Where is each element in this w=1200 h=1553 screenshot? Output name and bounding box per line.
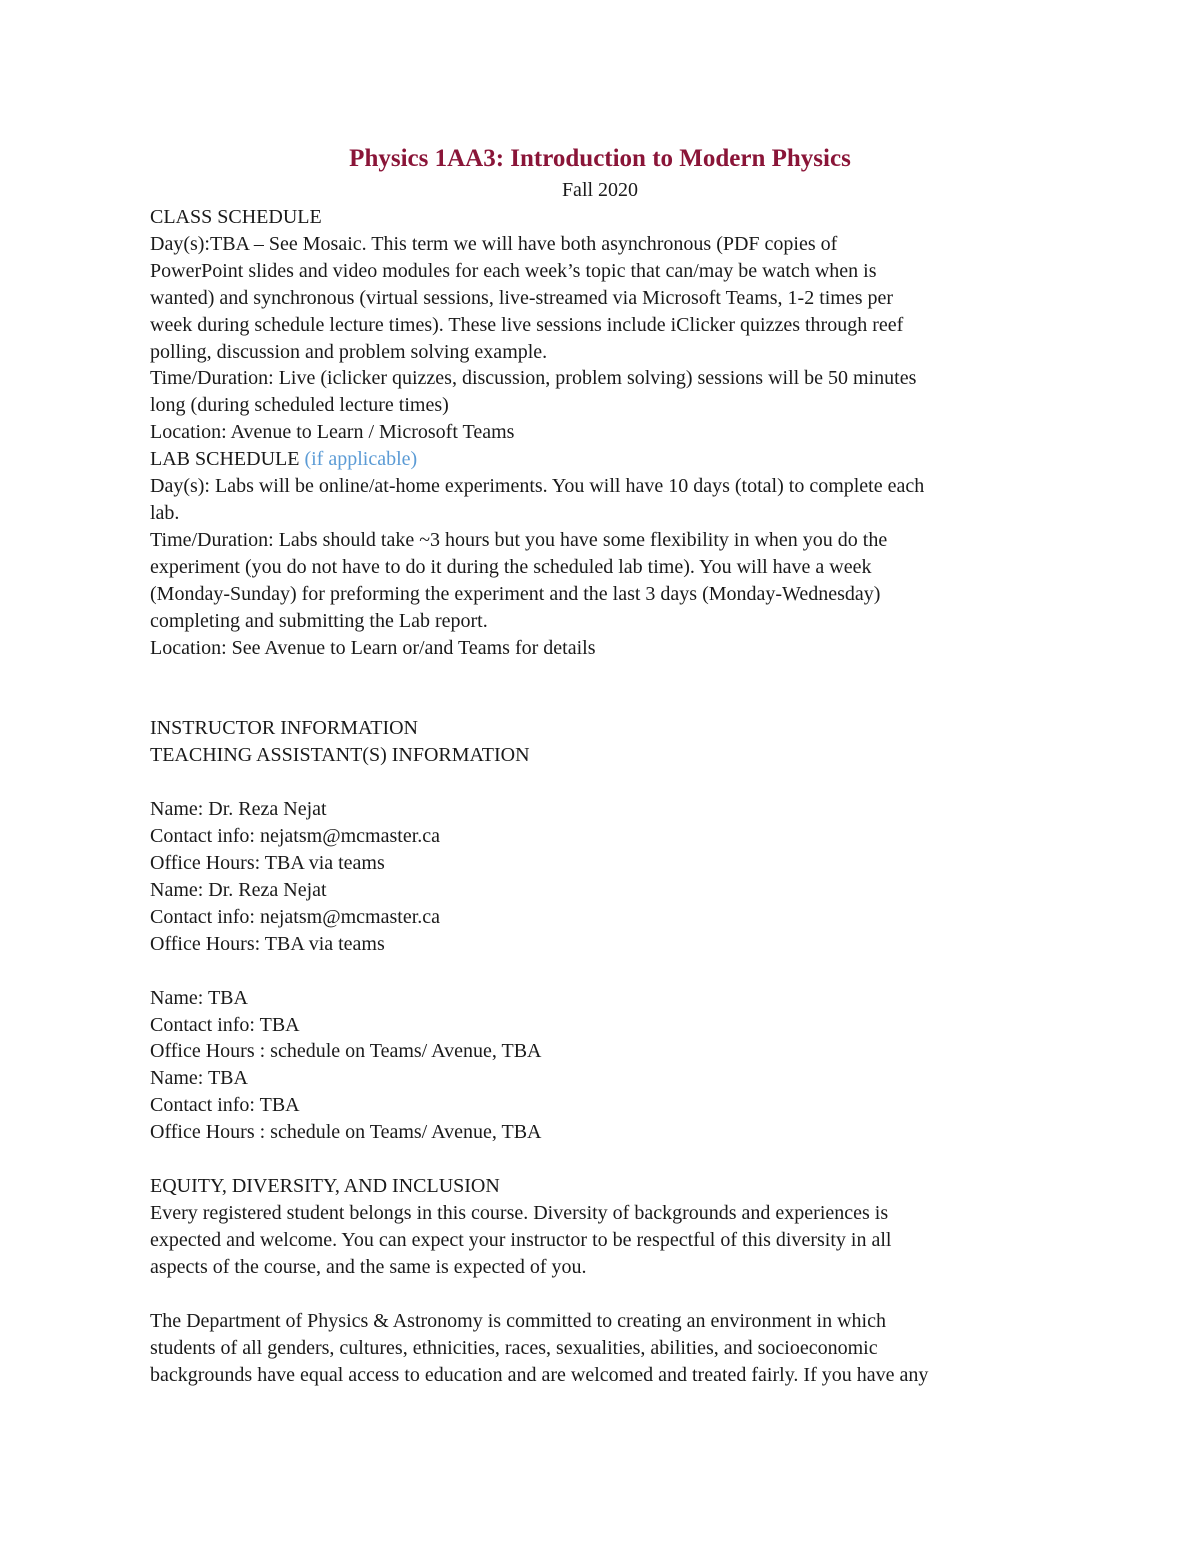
text-line: Every registered student belongs in this course. Diversity of backgrounds and experiences is <box>150 1202 889 1224</box>
section-heading: TEACHING ASSISTANT(S) INFORMATION <box>150 744 530 767</box>
contact-line: Name: Dr. Reza Nejat <box>150 878 327 901</box>
contact-line: Office Hours : schedule on Teams/ Avenue, TBA <box>150 1121 542 1144</box>
contact-line: Name: TBA <box>150 986 248 1009</box>
text-line: students of all genders, cultures, ethnicities, races, sexualities, abilities, and socioeconomic <box>150 1336 878 1359</box>
text-line: backgrounds have equal access to education and are welcomed and treated fairly. If you have any <box>150 1363 929 1386</box>
text-line: Location: See Avenue to Learn or/and Teams for details <box>150 636 596 659</box>
text-line: The Department of Physics & Astronomy is committed to creating an environment in which <box>150 1309 886 1332</box>
text-line: aspects of the course, and the same is expected of you. <box>150 1255 587 1278</box>
text-line: wanted) and synchronous (virtual sessions, live-streamed via Microsoft Teams, 1-2 times per <box>150 286 894 309</box>
contact-line: Contact info: nejatsm@mcmaster.ca <box>150 825 440 848</box>
text-line: PowerPoint slides and video modules for each week’s topic that can/may be watch when is <box>150 259 877 282</box>
text-line: completing and submitting the Lab report. <box>150 609 488 632</box>
class-schedule-section <box>150 204 1050 446</box>
text-line: (Monday-Sunday) for preforming the experiment and the last 3 days (Monday-Wednesday) <box>150 582 881 605</box>
lab-heading-note: (if applicable) <box>304 448 418 471</box>
text-line: week during schedule lecture times). These live sessions include iClicker quizzes through reef <box>150 313 904 336</box>
text-line: Day(s): Labs will be online/at-home experiments. You will have 10 days (total) to complete each <box>150 475 925 498</box>
contact-line: Name: TBA <box>150 1067 248 1090</box>
contact-line: Name: Dr. Reza Nejat <box>150 798 327 821</box>
term-label: Fall 2020 <box>561 179 639 201</box>
spacer <box>150 1281 1050 1308</box>
text-line: Location: Avenue to Learn / Microsoft Teams <box>150 421 515 444</box>
contact-line: Contact info: TBA <box>150 1013 300 1036</box>
contact-line: Office Hours : schedule on Teams/ Avenue, TBA <box>150 1040 542 1063</box>
document-title: Physics 1AA3: Introduction to Modern Physics <box>349 145 851 172</box>
text-line: lab. <box>150 501 180 524</box>
spacer <box>150 958 1050 985</box>
lab-heading: LAB SCHEDULE <box>150 448 300 471</box>
text-line: long (during scheduled lecture times) <box>150 394 449 417</box>
text-line: expected and welcome. You can expect your instructor to be respectful of this diversity in all <box>150 1228 892 1251</box>
lab-schedule-section <box>150 446 1050 661</box>
spacer <box>150 1146 1050 1173</box>
text-line: Day(s):TBA – See Mosaic. This term we will have both asynchronous (PDF copies of <box>150 232 838 255</box>
text-line: Time/Duration: Live (iclicker quizzes, discussion, problem solving) sessions will be 50 minutes <box>150 367 917 390</box>
contacts-section <box>150 715 1050 1146</box>
text-line: polling, discussion and problem solving example. <box>150 340 548 363</box>
spacer <box>150 769 1050 796</box>
text-line: experiment (you do not have to do it during the scheduled lab time). You will have a week <box>150 555 872 578</box>
contact-line: Contact info: TBA <box>150 1094 300 1117</box>
contact-line: Office Hours: TBA via teams <box>150 932 385 955</box>
section-heading <box>150 446 1050 473</box>
edi-section <box>150 1173 1050 1388</box>
contact-line: Contact info: nejatsm@mcmaster.ca <box>150 905 440 928</box>
document-page <box>150 142 1050 1388</box>
section-heading: EQUITY, DIVERSITY, AND INCLUSION <box>150 1175 500 1198</box>
section-heading: CLASS SCHEDULE <box>150 206 322 228</box>
section-heading: INSTRUCTOR INFORMATION <box>150 717 418 740</box>
text-line: Time/Duration: Labs should take ~3 hours but you have some flexibility in when you do the <box>150 528 888 551</box>
spacer <box>150 661 1050 715</box>
contact-line: Office Hours: TBA via teams <box>150 852 385 875</box>
